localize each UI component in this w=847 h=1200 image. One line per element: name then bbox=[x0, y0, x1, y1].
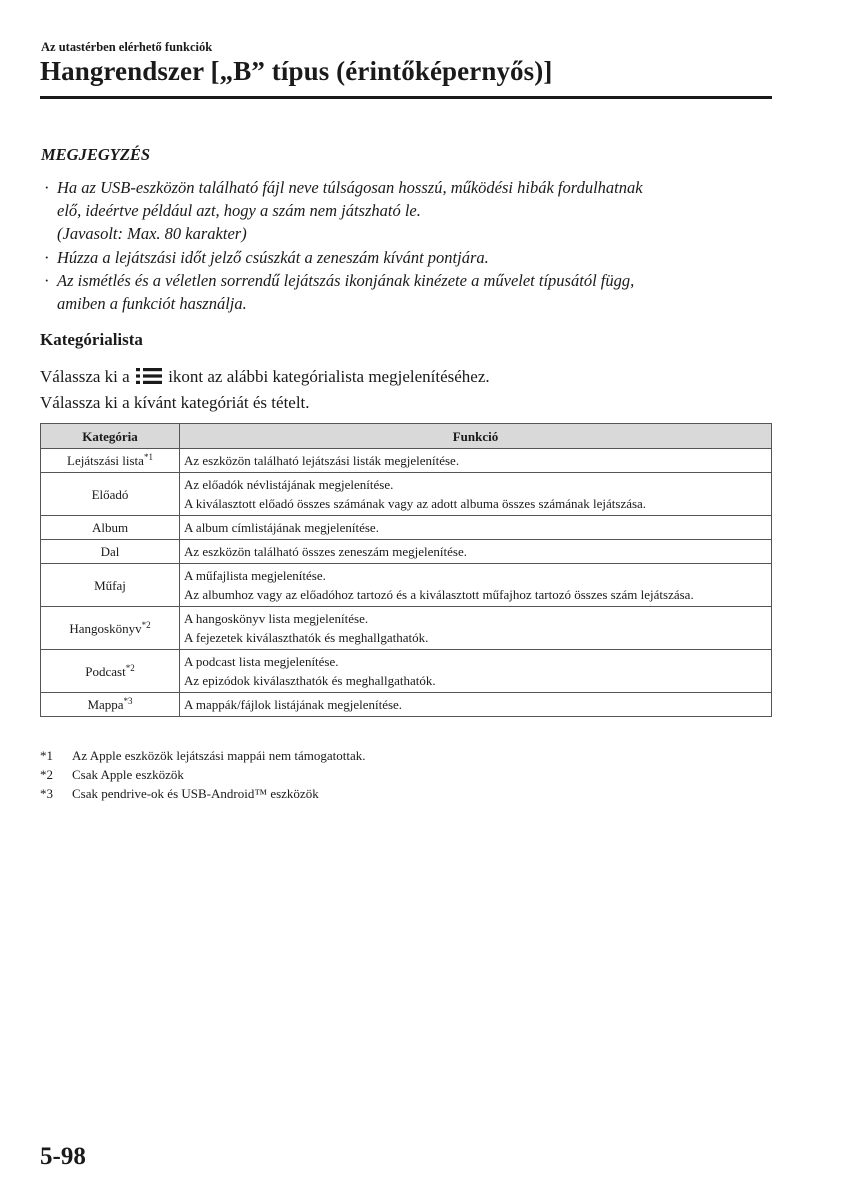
category-name: Album bbox=[91, 520, 129, 535]
title-rule bbox=[40, 96, 772, 99]
category-cell bbox=[41, 516, 180, 540]
function-line: A mappák/fájlok listájának megjelenítése. bbox=[184, 697, 403, 712]
note-line: Ha az USB-eszközön található fájl neve túlságosan hosszú, működési hibák fordulhatnak bbox=[57, 178, 643, 197]
function-cell bbox=[180, 473, 772, 516]
category-intro bbox=[40, 365, 780, 414]
category-name: Előadó bbox=[91, 486, 129, 502]
note-item bbox=[41, 269, 781, 315]
category-cell bbox=[41, 540, 180, 564]
footnote-text: Az Apple eszközök lejátszási mappái nem támogatottak. bbox=[72, 748, 366, 763]
table-row bbox=[41, 516, 772, 540]
function-cell bbox=[180, 607, 772, 650]
function-line: A hangoskönyv lista megjelenítése. bbox=[184, 611, 369, 626]
intro-text-before: Válassza ki a bbox=[40, 367, 134, 386]
header-category: Kategória bbox=[41, 424, 180, 449]
function-line: A fejezetek kiválaszthatók és meghallgathatók. bbox=[184, 630, 429, 645]
category-table bbox=[40, 423, 772, 717]
bullet-icon: · bbox=[44, 178, 50, 197]
note-heading: MEGJEGYZÉS bbox=[41, 145, 151, 164]
function-cell bbox=[180, 693, 772, 717]
category-cell bbox=[41, 607, 180, 650]
section-label: Az utastérben elérhető funkciók bbox=[41, 40, 213, 54]
table-row bbox=[41, 449, 772, 473]
function-line: A kiválasztott előadó összes számának vagy az adott albuma összes számának lejátszása. bbox=[184, 496, 647, 511]
footnote-ref: *2 bbox=[141, 619, 151, 630]
category-name: Hangoskönyv bbox=[69, 620, 142, 636]
table-row bbox=[41, 564, 772, 607]
function-line: Az eszközön található lejátszási listák megjelenítése. bbox=[184, 453, 460, 468]
note-line: elő, ideértve például azt, hogy a szám nem játszható le. bbox=[57, 201, 421, 221]
note-line: amiben a funkciót használja. bbox=[57, 294, 247, 314]
function-line: A podcast lista megjelenítése. bbox=[184, 654, 339, 669]
table-row bbox=[41, 650, 772, 693]
table-header-row bbox=[41, 424, 772, 449]
note-line: (Javasolt: Max. 80 karakter) bbox=[57, 224, 247, 244]
function-line: A album címlistájának megjelenítése. bbox=[184, 520, 379, 535]
note-item bbox=[41, 176, 781, 246]
footnote-ref: *3 bbox=[123, 696, 133, 706]
footnote bbox=[40, 746, 366, 765]
footnote bbox=[40, 784, 366, 803]
function-line: Az előadók névlistájának megjelenítése. bbox=[184, 477, 394, 492]
category-cell bbox=[41, 473, 180, 516]
category-name: Lejátszási lista bbox=[67, 453, 144, 468]
category-cell bbox=[41, 650, 180, 693]
function-cell bbox=[180, 449, 772, 473]
category-name: Műfaj bbox=[94, 577, 126, 593]
category-name: Dal bbox=[100, 544, 120, 559]
function-line: A műfajlista megjelenítése. bbox=[184, 568, 326, 583]
bullet-icon: · bbox=[44, 247, 50, 267]
footnote-ref: *1 bbox=[143, 452, 153, 462]
intro-text-after: ikont az alábbi kategórialista megjelenítéséhez. bbox=[163, 367, 490, 386]
function-cell bbox=[180, 564, 772, 607]
table-row bbox=[41, 693, 772, 717]
note-line: Az ismétlés és a véletlen sorrendű lejátszás ikonjának kinézete a művelet típusától függ, bbox=[57, 270, 635, 290]
footnote-mark: *1 bbox=[40, 748, 53, 763]
category-cell bbox=[41, 564, 180, 607]
table-row bbox=[41, 473, 772, 516]
function-line: Az eszközön található összes zeneszám megjelenítése. bbox=[184, 544, 467, 559]
function-cell bbox=[180, 650, 772, 693]
category-cell bbox=[41, 449, 180, 473]
page-title: Hangrendszer [„B” típus (érintőképernyős)] bbox=[40, 56, 553, 86]
function-cell bbox=[180, 516, 772, 540]
intro-line-2: Válassza ki a kívánt kategóriát és tételt. bbox=[40, 393, 310, 412]
bullet-icon: · bbox=[44, 270, 50, 290]
table-row bbox=[41, 607, 772, 650]
function-cell bbox=[180, 540, 772, 564]
category-name: Mappa bbox=[87, 697, 124, 712]
category-cell bbox=[41, 693, 180, 717]
footnote-mark: *2 bbox=[40, 767, 53, 782]
header-function: Funkció bbox=[180, 424, 772, 449]
intro-line-1 bbox=[40, 365, 780, 391]
footnotes bbox=[40, 746, 366, 803]
footnote-mark: *3 bbox=[40, 786, 53, 801]
category-heading: Kategórialista bbox=[40, 330, 143, 349]
footnote-text: Csak pendrive-ok és USB-Android™ eszközök bbox=[72, 786, 319, 801]
footnote-ref: *2 bbox=[125, 662, 135, 673]
footnote bbox=[40, 765, 366, 784]
function-line: Az epizódok kiválaszthatók és meghallgathatók. bbox=[184, 673, 436, 688]
note-line: Húzza a lejátszási időt jelző csúszkát a zeneszám kívánt pontjára. bbox=[57, 247, 489, 267]
table-row bbox=[41, 540, 772, 564]
function-line: Az albumhoz vagy az előadóhoz tartozó és a kiválasztott műfajhoz tartozó összes szám lejátszása. bbox=[184, 587, 694, 602]
page-number: 5-98 bbox=[40, 1143, 86, 1170]
footnote-text: Csak Apple eszközök bbox=[72, 767, 184, 782]
category-name: Podcast bbox=[85, 663, 126, 679]
note-list bbox=[41, 176, 781, 315]
note-item bbox=[41, 246, 781, 269]
list-icon bbox=[136, 367, 162, 391]
